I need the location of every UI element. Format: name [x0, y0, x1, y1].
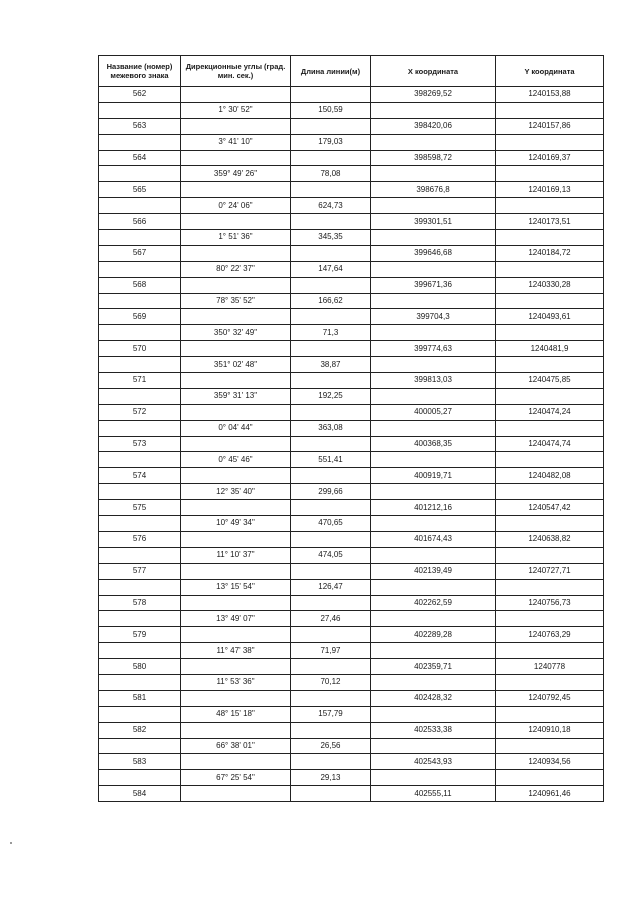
x-coordinate: 399704,3 — [371, 309, 496, 325]
empty-cell — [99, 134, 181, 150]
empty-cell — [99, 325, 181, 341]
empty-cell — [99, 611, 181, 627]
empty-cell — [371, 706, 496, 722]
x-coordinate: 401212,16 — [371, 500, 496, 516]
mark-name: 570 — [99, 341, 181, 357]
table-row-segment — [99, 579, 604, 595]
table-row-segment — [99, 420, 604, 436]
empty-cell — [371, 484, 496, 500]
table-row-point — [99, 309, 604, 325]
empty-cell — [99, 198, 181, 214]
empty-cell — [181, 531, 291, 547]
empty-cell — [291, 245, 371, 261]
mark-name: 572 — [99, 404, 181, 420]
table-row-point — [99, 722, 604, 738]
empty-cell — [371, 452, 496, 468]
empty-cell — [496, 611, 604, 627]
empty-cell — [181, 309, 291, 325]
y-coordinate: 1240330,28 — [496, 277, 604, 293]
x-coordinate: 400368,35 — [371, 436, 496, 452]
mark-name: 567 — [99, 245, 181, 261]
empty-cell — [496, 579, 604, 595]
empty-cell — [99, 420, 181, 436]
x-coordinate: 399301,51 — [371, 214, 496, 230]
empty-cell — [181, 754, 291, 770]
x-coordinate: 402428,32 — [371, 690, 496, 706]
direction-angle: 351° 02' 48" — [181, 357, 291, 373]
table-row-segment — [99, 738, 604, 754]
header-line-length: Длина линии(м) — [291, 56, 371, 87]
table-row-point — [99, 531, 604, 547]
line-length: 71,97 — [291, 643, 371, 659]
table-row-point — [99, 754, 604, 770]
line-length: 474,05 — [291, 547, 371, 563]
table-row-segment — [99, 134, 604, 150]
table-row-segment — [99, 102, 604, 118]
empty-cell — [99, 484, 181, 500]
y-coordinate: 1240547,42 — [496, 500, 604, 516]
empty-cell — [371, 102, 496, 118]
y-coordinate: 1240792,45 — [496, 690, 604, 706]
y-coordinate: 1240474,74 — [496, 436, 604, 452]
mark-name: 578 — [99, 595, 181, 611]
table-row-segment — [99, 325, 604, 341]
empty-cell — [99, 166, 181, 182]
x-coordinate: 399646,68 — [371, 245, 496, 261]
table-row-point — [99, 245, 604, 261]
mark-name: 568 — [99, 277, 181, 293]
table-row-point — [99, 563, 604, 579]
empty-cell — [181, 563, 291, 579]
direction-angle: 11° 47' 38" — [181, 643, 291, 659]
line-length: 299,66 — [291, 484, 371, 500]
empty-cell — [99, 770, 181, 786]
empty-cell — [371, 547, 496, 563]
empty-cell — [496, 357, 604, 373]
empty-cell — [496, 484, 604, 500]
table-row-segment — [99, 547, 604, 563]
empty-cell — [99, 388, 181, 404]
x-coordinate: 399774,63 — [371, 341, 496, 357]
direction-angle: 48° 15' 18" — [181, 706, 291, 722]
empty-cell — [371, 198, 496, 214]
empty-cell — [371, 230, 496, 246]
empty-cell — [291, 563, 371, 579]
mark-name: 577 — [99, 563, 181, 579]
y-coordinate: 1240474,24 — [496, 404, 604, 420]
line-length: 470,65 — [291, 516, 371, 532]
y-coordinate: 1240173,51 — [496, 214, 604, 230]
table-row-segment — [99, 261, 604, 277]
table-row-point — [99, 87, 604, 103]
table-row-point — [99, 627, 604, 643]
y-coordinate: 1240934,56 — [496, 754, 604, 770]
direction-angle: 13° 49' 07" — [181, 611, 291, 627]
empty-cell — [291, 309, 371, 325]
empty-cell — [291, 595, 371, 611]
line-length: 179,03 — [291, 134, 371, 150]
empty-cell — [181, 118, 291, 134]
x-coordinate: 402533,38 — [371, 722, 496, 738]
empty-cell — [181, 341, 291, 357]
empty-cell — [496, 198, 604, 214]
empty-cell — [181, 373, 291, 389]
empty-cell — [181, 786, 291, 802]
empty-cell — [496, 643, 604, 659]
table-row-point — [99, 436, 604, 452]
empty-cell — [181, 627, 291, 643]
empty-cell — [371, 516, 496, 532]
x-coordinate: 402555,11 — [371, 786, 496, 802]
empty-cell — [181, 500, 291, 516]
empty-cell — [496, 166, 604, 182]
table-row-point — [99, 277, 604, 293]
direction-angle: 80° 22' 37" — [181, 261, 291, 277]
empty-cell — [291, 786, 371, 802]
mark-name: 583 — [99, 754, 181, 770]
empty-cell — [371, 738, 496, 754]
y-coordinate: 1240184,72 — [496, 245, 604, 261]
empty-cell — [291, 214, 371, 230]
empty-cell — [291, 627, 371, 643]
x-coordinate: 398598,72 — [371, 150, 496, 166]
empty-cell — [99, 674, 181, 690]
y-coordinate: 1240482,08 — [496, 468, 604, 484]
empty-cell — [371, 134, 496, 150]
y-coordinate: 1240475,85 — [496, 373, 604, 389]
scan-speck — [10, 842, 12, 844]
empty-cell — [99, 579, 181, 595]
empty-cell — [371, 643, 496, 659]
y-coordinate: 1240493,61 — [496, 309, 604, 325]
header-mark-name: Название (номер) межевого знака — [99, 56, 181, 87]
empty-cell — [181, 722, 291, 738]
empty-cell — [496, 230, 604, 246]
empty-cell — [291, 87, 371, 103]
table-row-segment — [99, 230, 604, 246]
table-row-point — [99, 182, 604, 198]
y-coordinate: 1240910,18 — [496, 722, 604, 738]
empty-cell — [496, 261, 604, 277]
x-coordinate: 402543,93 — [371, 754, 496, 770]
empty-cell — [99, 261, 181, 277]
table-row-point — [99, 214, 604, 230]
mark-name: 563 — [99, 118, 181, 134]
mark-name: 574 — [99, 468, 181, 484]
table-row-segment — [99, 166, 604, 182]
empty-cell — [291, 722, 371, 738]
empty-cell — [291, 182, 371, 198]
y-coordinate: 1240481,9 — [496, 341, 604, 357]
direction-angle: 0° 24' 06" — [181, 198, 291, 214]
line-length: 38,87 — [291, 357, 371, 373]
empty-cell — [181, 436, 291, 452]
table-row-segment — [99, 293, 604, 309]
table-row-segment — [99, 388, 604, 404]
direction-angle: 3° 41' 10" — [181, 134, 291, 150]
table-row-segment — [99, 198, 604, 214]
mark-name: 573 — [99, 436, 181, 452]
direction-angle: 0° 04' 44" — [181, 420, 291, 436]
x-coordinate: 398269,52 — [371, 87, 496, 103]
empty-cell — [291, 118, 371, 134]
table-row-point — [99, 341, 604, 357]
mark-name: 575 — [99, 500, 181, 516]
empty-cell — [371, 388, 496, 404]
line-length: 126,47 — [291, 579, 371, 595]
empty-cell — [181, 277, 291, 293]
y-coordinate: 1240763,29 — [496, 627, 604, 643]
table-row-segment — [99, 611, 604, 627]
mark-name: 584 — [99, 786, 181, 802]
table-row-point — [99, 150, 604, 166]
empty-cell — [291, 659, 371, 675]
x-coordinate: 400005,27 — [371, 404, 496, 420]
empty-cell — [99, 516, 181, 532]
header-direction-angle: Дирекционные углы (град. мин. сек.) — [181, 56, 291, 87]
empty-cell — [99, 293, 181, 309]
line-length: 78,08 — [291, 166, 371, 182]
empty-cell — [496, 134, 604, 150]
empty-cell — [181, 468, 291, 484]
table-row-point — [99, 786, 604, 802]
y-coordinate: 1240638,82 — [496, 531, 604, 547]
empty-cell — [181, 245, 291, 261]
empty-cell — [291, 690, 371, 706]
empty-cell — [496, 516, 604, 532]
empty-cell — [291, 500, 371, 516]
direction-angle: 67° 25' 54" — [181, 770, 291, 786]
line-length: 551,41 — [291, 452, 371, 468]
empty-cell — [496, 738, 604, 754]
empty-cell — [291, 150, 371, 166]
table-header-row — [99, 56, 604, 87]
mark-name: 579 — [99, 627, 181, 643]
empty-cell — [291, 754, 371, 770]
line-length: 166,62 — [291, 293, 371, 309]
mark-name: 569 — [99, 309, 181, 325]
direction-angle: 78° 35' 52" — [181, 293, 291, 309]
empty-cell — [291, 531, 371, 547]
empty-cell — [99, 547, 181, 563]
x-coordinate: 402262,59 — [371, 595, 496, 611]
mark-name: 562 — [99, 87, 181, 103]
direction-angle: 11° 10' 37" — [181, 547, 291, 563]
x-coordinate: 402289,28 — [371, 627, 496, 643]
empty-cell — [99, 738, 181, 754]
table-row-segment — [99, 674, 604, 690]
empty-cell — [181, 659, 291, 675]
y-coordinate: 1240157,86 — [496, 118, 604, 134]
empty-cell — [99, 357, 181, 373]
x-coordinate: 399671,36 — [371, 277, 496, 293]
direction-angle: 12° 35' 40" — [181, 484, 291, 500]
empty-cell — [99, 230, 181, 246]
table-row-point — [99, 500, 604, 516]
line-length: 192,25 — [291, 388, 371, 404]
line-length: 26,56 — [291, 738, 371, 754]
empty-cell — [291, 436, 371, 452]
line-length: 157,79 — [291, 706, 371, 722]
x-coordinate: 398676,8 — [371, 182, 496, 198]
table-body — [99, 87, 604, 802]
boundary-marks-table — [98, 55, 604, 802]
mark-name: 565 — [99, 182, 181, 198]
empty-cell — [371, 166, 496, 182]
y-coordinate: 1240169,13 — [496, 182, 604, 198]
x-coordinate: 400919,71 — [371, 468, 496, 484]
table-row-segment — [99, 452, 604, 468]
empty-cell — [371, 420, 496, 436]
mark-name: 582 — [99, 722, 181, 738]
empty-cell — [181, 87, 291, 103]
empty-cell — [181, 595, 291, 611]
empty-cell — [181, 182, 291, 198]
direction-angle: 13° 15' 54" — [181, 579, 291, 595]
mark-name: 580 — [99, 659, 181, 675]
x-coordinate: 399813,03 — [371, 373, 496, 389]
y-coordinate: 1240778 — [496, 659, 604, 675]
y-coordinate: 1240169,37 — [496, 150, 604, 166]
direction-angle: 66° 38' 01" — [181, 738, 291, 754]
empty-cell — [291, 404, 371, 420]
direction-angle: 359° 31' 13" — [181, 388, 291, 404]
table-row-point — [99, 659, 604, 675]
table-row-point — [99, 404, 604, 420]
empty-cell — [371, 293, 496, 309]
empty-cell — [496, 293, 604, 309]
empty-cell — [99, 452, 181, 468]
y-coordinate: 1240153,88 — [496, 87, 604, 103]
x-coordinate: 401674,43 — [371, 531, 496, 547]
direction-angle: 350° 32' 49" — [181, 325, 291, 341]
mark-name: 571 — [99, 373, 181, 389]
empty-cell — [181, 404, 291, 420]
empty-cell — [99, 643, 181, 659]
line-length: 345,35 — [291, 230, 371, 246]
line-length: 150,59 — [291, 102, 371, 118]
direction-angle: 1° 51' 36" — [181, 230, 291, 246]
table-row-point — [99, 595, 604, 611]
x-coordinate: 402139,49 — [371, 563, 496, 579]
y-coordinate: 1240756,73 — [496, 595, 604, 611]
header-x-coordinate: X координата — [371, 56, 496, 87]
empty-cell — [496, 388, 604, 404]
empty-cell — [496, 674, 604, 690]
empty-cell — [371, 770, 496, 786]
line-length: 27,46 — [291, 611, 371, 627]
direction-angle: 10° 49' 34" — [181, 516, 291, 532]
mark-name: 564 — [99, 150, 181, 166]
table-row-point — [99, 468, 604, 484]
empty-cell — [371, 611, 496, 627]
empty-cell — [291, 277, 371, 293]
x-coordinate: 402359,71 — [371, 659, 496, 675]
empty-cell — [99, 102, 181, 118]
line-length: 71,3 — [291, 325, 371, 341]
table-row-segment — [99, 706, 604, 722]
line-length: 70,12 — [291, 674, 371, 690]
empty-cell — [496, 452, 604, 468]
table-row-point — [99, 690, 604, 706]
empty-cell — [371, 674, 496, 690]
empty-cell — [371, 579, 496, 595]
empty-cell — [181, 690, 291, 706]
empty-cell — [291, 468, 371, 484]
table-row-segment — [99, 770, 604, 786]
empty-cell — [496, 547, 604, 563]
line-length: 29,13 — [291, 770, 371, 786]
mark-name: 576 — [99, 531, 181, 547]
empty-cell — [496, 102, 604, 118]
line-length: 624,73 — [291, 198, 371, 214]
empty-cell — [371, 325, 496, 341]
table-row-segment — [99, 643, 604, 659]
line-length: 363,08 — [291, 420, 371, 436]
direction-angle: 0° 45' 46" — [181, 452, 291, 468]
table-row-segment — [99, 357, 604, 373]
line-length: 147,64 — [291, 261, 371, 277]
x-coordinate: 398420,06 — [371, 118, 496, 134]
empty-cell — [291, 341, 371, 357]
table-row-point — [99, 373, 604, 389]
table-row-segment — [99, 484, 604, 500]
table-row-point — [99, 118, 604, 134]
empty-cell — [291, 373, 371, 389]
empty-cell — [371, 261, 496, 277]
y-coordinate: 1240961,46 — [496, 786, 604, 802]
mark-name: 566 — [99, 214, 181, 230]
empty-cell — [371, 357, 496, 373]
empty-cell — [181, 214, 291, 230]
empty-cell — [99, 706, 181, 722]
direction-angle: 1° 30' 52" — [181, 102, 291, 118]
empty-cell — [496, 770, 604, 786]
mark-name: 581 — [99, 690, 181, 706]
direction-angle: 11° 53' 36" — [181, 674, 291, 690]
y-coordinate: 1240727,71 — [496, 563, 604, 579]
empty-cell — [496, 325, 604, 341]
header-y-coordinate: Y координата — [496, 56, 604, 87]
empty-cell — [496, 706, 604, 722]
table-row-segment — [99, 516, 604, 532]
direction-angle: 359° 49' 26" — [181, 166, 291, 182]
empty-cell — [496, 420, 604, 436]
empty-cell — [181, 150, 291, 166]
